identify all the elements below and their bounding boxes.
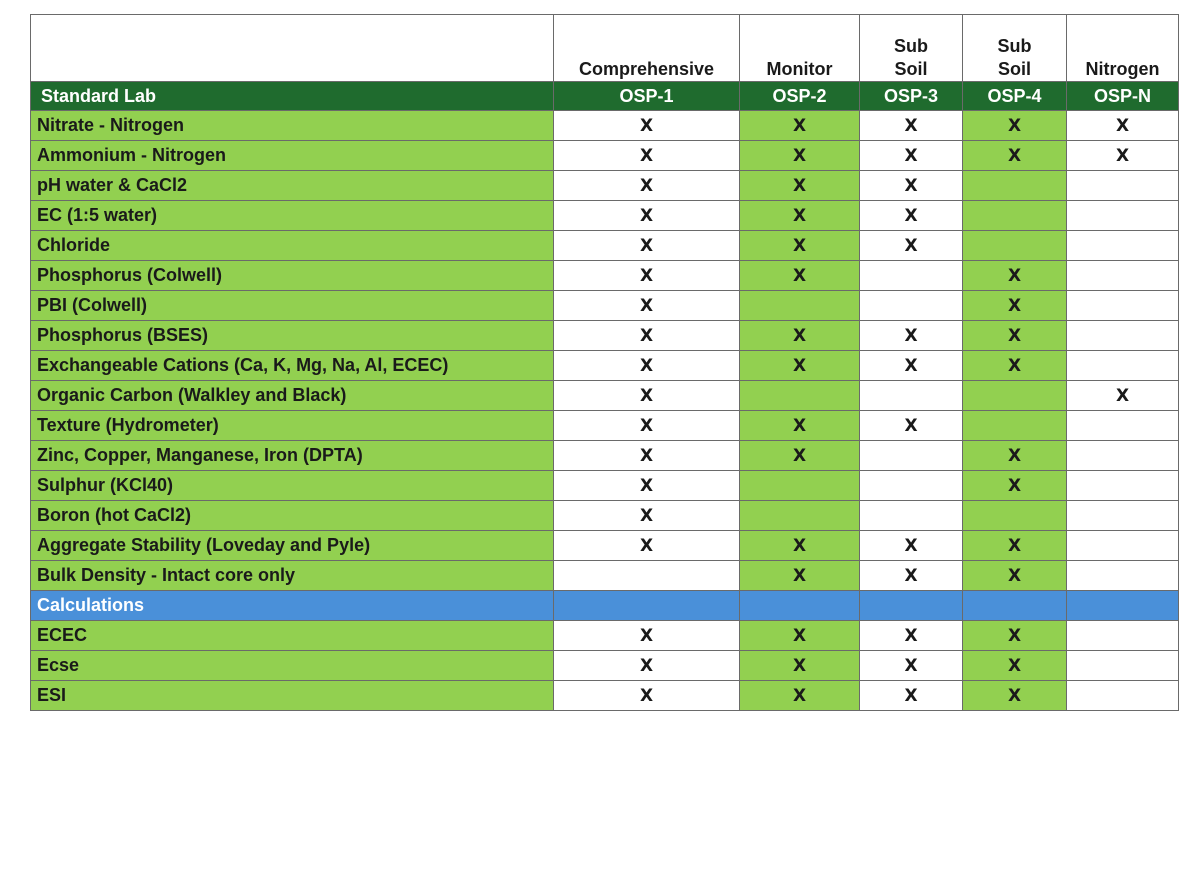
table-row: [31, 471, 1179, 501]
mark-cell: [1067, 621, 1179, 651]
mark-cell: [740, 501, 860, 531]
mark-cell: X: [554, 381, 740, 411]
mark-cell: X: [1067, 381, 1179, 411]
mark-cell: [860, 381, 963, 411]
mark-cell: X: [740, 201, 860, 231]
mark-cell: X: [554, 201, 740, 231]
mark-cell: X: [860, 201, 963, 231]
mark-cell: X: [740, 681, 860, 711]
mark-cell: X: [963, 351, 1067, 381]
mark-cell: X: [860, 351, 963, 381]
mark-cell: [963, 201, 1067, 231]
table-row: [31, 201, 1179, 231]
mark-cell: X: [860, 681, 963, 711]
analysis-table: [30, 14, 1179, 711]
mark-cell: X: [963, 561, 1067, 591]
code-osp-n: OSP-N: [1067, 82, 1179, 111]
mark-cell: X: [860, 141, 963, 171]
table-row: [31, 351, 1179, 381]
calc-header-cell: [740, 591, 860, 621]
mark-cell: [1067, 501, 1179, 531]
mark-cell: X: [963, 141, 1067, 171]
mark-cell: X: [740, 171, 860, 201]
table-row: [31, 681, 1179, 711]
mark-cell: [1067, 261, 1179, 291]
row-label: Chloride: [31, 231, 554, 261]
mark-cell: X: [860, 561, 963, 591]
mark-cell: X: [860, 651, 963, 681]
mark-cell: X: [740, 621, 860, 651]
mark-cell: [1067, 171, 1179, 201]
mark-cell: [963, 381, 1067, 411]
mark-cell: X: [554, 231, 740, 261]
row-label: Boron (hot CaCl2): [31, 501, 554, 531]
mark-cell: [554, 561, 740, 591]
table-row: [31, 231, 1179, 261]
table-row: [31, 441, 1179, 471]
mark-cell: X: [740, 411, 860, 441]
mark-cell: [1067, 681, 1179, 711]
mark-cell: X: [554, 261, 740, 291]
table-row: [31, 381, 1179, 411]
mark-cell: [740, 291, 860, 321]
mark-cell: X: [740, 141, 860, 171]
mark-cell: [963, 501, 1067, 531]
table-row: [31, 321, 1179, 351]
mark-cell: X: [554, 651, 740, 681]
mark-cell: X: [740, 351, 860, 381]
row-label: Sulphur (KCl40): [31, 471, 554, 501]
mark-cell: [860, 261, 963, 291]
row-label: ECEC: [31, 621, 554, 651]
mark-cell: [1067, 201, 1179, 231]
row-label: Bulk Density - Intact core only: [31, 561, 554, 591]
mark-cell: [1067, 231, 1179, 261]
row-label: Phosphorus (BSES): [31, 321, 554, 351]
mark-cell: X: [554, 681, 740, 711]
table-row: [31, 411, 1179, 441]
mark-cell: X: [554, 621, 740, 651]
code-osp-2: OSP-2: [740, 82, 860, 111]
mark-cell: X: [963, 651, 1067, 681]
table-row: [31, 621, 1179, 651]
header-corner: [31, 15, 554, 82]
table-row: [31, 141, 1179, 171]
mark-cell: X: [554, 441, 740, 471]
column-header-monitor: Monitor: [740, 15, 860, 82]
mark-cell: X: [963, 621, 1067, 651]
mark-cell: X: [554, 471, 740, 501]
mark-cell: [740, 381, 860, 411]
mark-cell: [1067, 561, 1179, 591]
mark-cell: [1067, 471, 1179, 501]
mark-cell: [1067, 291, 1179, 321]
mark-cell: X: [963, 111, 1067, 141]
row-label: Nitrate - Nitrogen: [31, 111, 554, 141]
calculations-header-row: [31, 591, 1179, 621]
calc-header-cell: [963, 591, 1067, 621]
row-label: Texture (Hydrometer): [31, 411, 554, 441]
mark-cell: [1067, 411, 1179, 441]
mark-cell: X: [554, 531, 740, 561]
row-label: Ecse: [31, 651, 554, 681]
column-header-sub-soil-4: Sub Soil: [963, 15, 1067, 82]
mark-cell: X: [963, 681, 1067, 711]
row-label: Aggregate Stability (Loveday and Pyle): [31, 531, 554, 561]
row-label: ESI: [31, 681, 554, 711]
mark-cell: X: [740, 441, 860, 471]
mark-cell: X: [963, 531, 1067, 561]
mark-cell: X: [554, 321, 740, 351]
mark-cell: X: [554, 171, 740, 201]
mark-cell: X: [860, 171, 963, 201]
table-row: [31, 291, 1179, 321]
mark-cell: X: [860, 411, 963, 441]
column-header-row: [31, 15, 1179, 82]
calc-header-cell: [554, 591, 740, 621]
column-header-nitrogen: Nitrogen: [1067, 15, 1179, 82]
column-header-comprehensive: Comprehensive: [554, 15, 740, 82]
mark-cell: [963, 411, 1067, 441]
mark-cell: X: [963, 441, 1067, 471]
mark-cell: [860, 501, 963, 531]
table-row: [31, 531, 1179, 561]
mark-cell: X: [740, 321, 860, 351]
mark-cell: X: [963, 291, 1067, 321]
mark-cell: [963, 171, 1067, 201]
section-label-calculations: Calculations: [31, 591, 554, 621]
mark-cell: X: [740, 561, 860, 591]
mark-cell: [1067, 351, 1179, 381]
column-header-sub-soil-3: Sub Soil: [860, 15, 963, 82]
row-label: Phosphorus (Colwell): [31, 261, 554, 291]
mark-cell: X: [860, 321, 963, 351]
mark-cell: X: [740, 261, 860, 291]
row-label: Ammonium - Nitrogen: [31, 141, 554, 171]
mark-cell: X: [740, 231, 860, 261]
mark-cell: X: [860, 111, 963, 141]
mark-cell: [1067, 531, 1179, 561]
row-label: pH water & CaCl2: [31, 171, 554, 201]
table-row: [31, 651, 1179, 681]
mark-cell: X: [1067, 111, 1179, 141]
table-row: [31, 111, 1179, 141]
mark-cell: X: [740, 651, 860, 681]
mark-cell: X: [554, 501, 740, 531]
section-header-row: [31, 82, 1179, 111]
mark-cell: X: [860, 531, 963, 561]
row-label: EC (1:5 water): [31, 201, 554, 231]
mark-cell: X: [554, 141, 740, 171]
row-label: Exchangeable Cations (Ca, K, Mg, Na, Al, ECEC): [31, 351, 554, 381]
row-label: Zinc, Copper, Manganese, Iron (DPTA): [31, 441, 554, 471]
code-osp-3: OSP-3: [860, 82, 963, 111]
mark-cell: [1067, 321, 1179, 351]
mark-cell: X: [554, 291, 740, 321]
mark-cell: [860, 471, 963, 501]
row-label: PBI (Colwell): [31, 291, 554, 321]
table-row: [31, 261, 1179, 291]
code-osp-1: OSP-1: [554, 82, 740, 111]
mark-cell: [963, 231, 1067, 261]
table-row: [31, 501, 1179, 531]
row-label: Organic Carbon (Walkley and Black): [31, 381, 554, 411]
calc-header-cell: [860, 591, 963, 621]
mark-cell: [1067, 651, 1179, 681]
mark-cell: [740, 471, 860, 501]
mark-cell: [860, 441, 963, 471]
mark-cell: X: [554, 351, 740, 381]
code-osp-4: OSP-4: [963, 82, 1067, 111]
mark-cell: X: [963, 261, 1067, 291]
calc-header-cell: [1067, 591, 1179, 621]
mark-cell: X: [554, 411, 740, 441]
mark-cell: X: [860, 621, 963, 651]
mark-cell: X: [1067, 141, 1179, 171]
table-row: [31, 561, 1179, 591]
mark-cell: [860, 291, 963, 321]
mark-cell: X: [740, 531, 860, 561]
mark-cell: X: [963, 321, 1067, 351]
mark-cell: X: [860, 231, 963, 261]
section-label-standard-lab: Standard Lab: [31, 82, 554, 111]
mark-cell: X: [740, 111, 860, 141]
mark-cell: [1067, 441, 1179, 471]
table-row: [31, 171, 1179, 201]
mark-cell: X: [554, 111, 740, 141]
mark-cell: X: [963, 471, 1067, 501]
